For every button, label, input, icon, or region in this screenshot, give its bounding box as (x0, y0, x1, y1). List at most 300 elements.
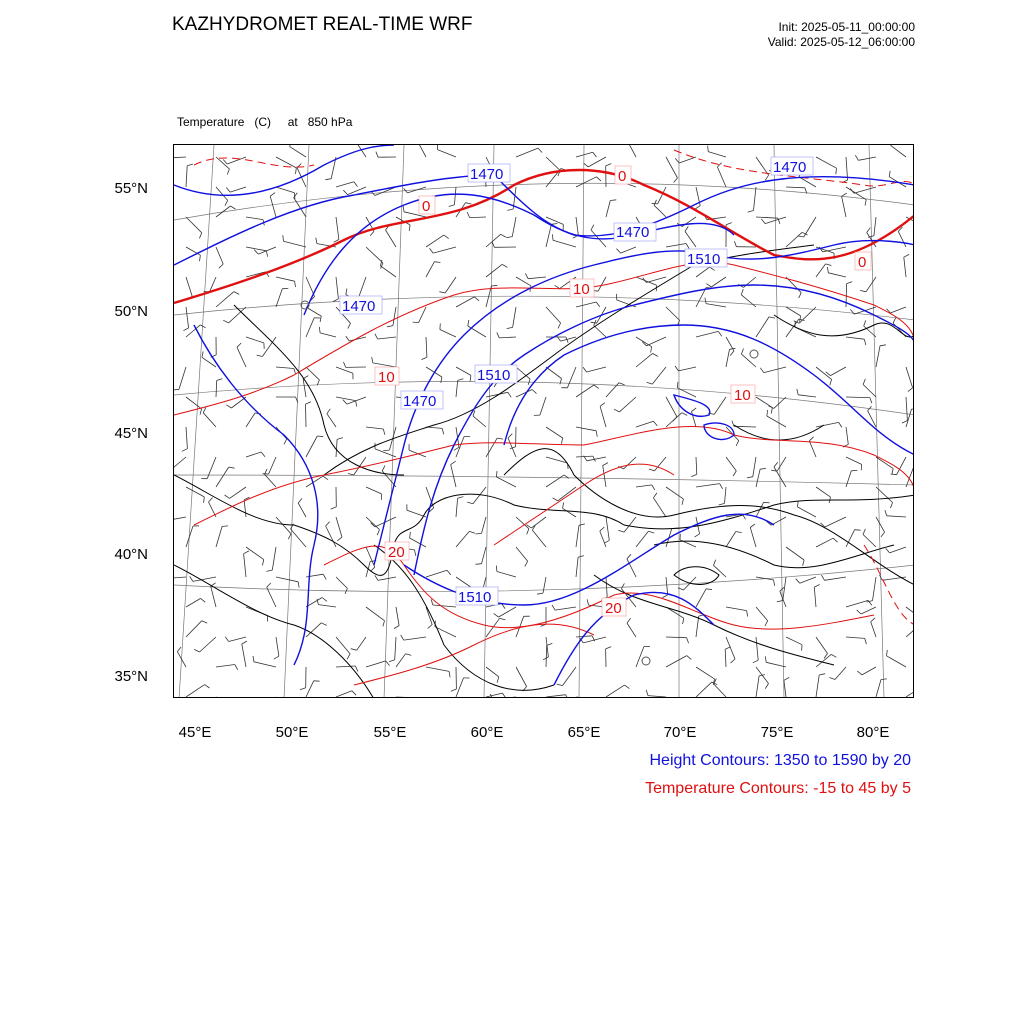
wind-barb-flag (229, 467, 235, 468)
wind-barb-flag (507, 327, 513, 328)
wind-barb (230, 187, 246, 192)
wind-barb-flag (382, 466, 385, 471)
wind-barb-flag (497, 677, 499, 683)
wind-barb (846, 697, 859, 698)
wind-barb-flag (525, 561, 528, 566)
wind-barb (486, 693, 502, 697)
wind-barb-flag (348, 474, 354, 475)
wind-barb-flag (583, 367, 587, 372)
wind-barb (276, 697, 289, 698)
wind-barb-flag (683, 618, 684, 624)
wind-barb-flag (706, 284, 711, 287)
wind-barb-flag (266, 251, 267, 257)
wind-barb (846, 337, 864, 339)
wind-barb-flag (200, 409, 202, 415)
wind-barb (468, 326, 486, 337)
wind-barb-flag (860, 290, 866, 291)
wind-barb (456, 531, 469, 547)
wind-barb-flag (454, 447, 459, 450)
wind-barb (753, 457, 756, 477)
wind-barb (482, 547, 487, 564)
wind-barb-flag (552, 605, 555, 610)
wind-barb-flag (376, 152, 378, 158)
wind-barb-flag (468, 320, 469, 326)
wind-barb (786, 637, 802, 645)
wind-barb (606, 201, 610, 218)
wind-barb (318, 605, 336, 607)
wind-barb-flag (695, 534, 700, 537)
wind-barb (711, 277, 726, 287)
wind-barb-flag (799, 293, 802, 298)
wind-barb (576, 557, 578, 577)
wind-barb (816, 487, 831, 497)
wind-barb (764, 367, 786, 373)
wind-barb-flag (741, 289, 743, 295)
wind-barb (587, 457, 606, 461)
wind-barb (756, 676, 759, 697)
wind-barb (486, 667, 499, 677)
wind-barb-flag (750, 524, 755, 528)
wind-barb-flag (904, 254, 909, 257)
wind-barb (284, 241, 307, 247)
wind-barb (786, 547, 804, 560)
wind-barb-flag (327, 409, 330, 414)
wind-barb (426, 235, 444, 247)
wind-barb-flag (867, 228, 871, 233)
wind-barb (336, 637, 350, 654)
wind-barb (497, 572, 516, 578)
wind-barb-flag (768, 406, 773, 409)
wind-barb (179, 367, 186, 390)
wind-barb (726, 349, 730, 367)
wind-barb (246, 697, 258, 698)
temp-label: 20 (388, 544, 405, 561)
lat-label-40: 40°N (114, 546, 148, 563)
wind-barb (211, 586, 216, 607)
wind-barb (336, 182, 354, 187)
wind-barb-flag (497, 438, 503, 439)
wind-barb-flag (649, 469, 655, 471)
wind-barb-flag (687, 638, 689, 644)
wind-barb (336, 277, 338, 299)
wind-barb-flag (863, 529, 865, 535)
wind-barb-flag (352, 691, 356, 695)
wind-barb-flag (458, 379, 464, 381)
wind-barb-flag (800, 316, 801, 322)
wind-barb-flag (677, 382, 678, 388)
wind-barb (666, 244, 686, 248)
wind-barb-flag (451, 461, 456, 464)
wind-barb-flag (257, 355, 263, 356)
wind-barb-flag (375, 334, 378, 339)
wind-barb-flag (591, 225, 594, 230)
wind-barb-flag (734, 241, 736, 247)
borders (174, 245, 914, 698)
wind-barb-flag (855, 530, 861, 531)
wind-barb (186, 166, 187, 187)
wind-barb-flag (618, 530, 624, 532)
wind-barb-flag (870, 398, 872, 404)
wind-barb (174, 577, 186, 578)
wind-barb-flag (223, 160, 227, 165)
wind-barb-flag (747, 477, 753, 478)
wind-barb (594, 326, 606, 338)
wind-barb-flag (496, 566, 497, 572)
wind-barb-flag (719, 503, 725, 505)
height-label: 1470 (773, 159, 807, 176)
wind-barb-flag (497, 332, 500, 338)
wind-barb (186, 598, 201, 607)
wind-barb (816, 675, 819, 697)
wind-barb (528, 277, 546, 279)
wind-barb (825, 517, 846, 527)
wind-barb-flag (244, 551, 249, 554)
wind-barb-flag (675, 158, 679, 163)
wind-barb-flag (467, 502, 473, 504)
wind-barb-flag (594, 385, 599, 388)
wind-barb-flag (351, 649, 357, 651)
wind-barb-flag (225, 495, 230, 498)
wind-barb (725, 487, 727, 503)
wind-barb (546, 645, 547, 667)
map-svg (174, 145, 914, 698)
lat-label-50: 50°N (114, 303, 148, 320)
wind-barb-flag (764, 502, 770, 503)
wind-barb (799, 307, 816, 323)
wind-barb-flag (902, 421, 907, 424)
height-label: 1510 (477, 367, 511, 384)
wind-barb (186, 307, 189, 328)
temperature-contours (174, 150, 914, 685)
wind-barb-flag (553, 234, 554, 240)
wind-barb (396, 697, 417, 698)
wind-barb (777, 457, 786, 471)
wind-barb (290, 147, 306, 157)
wind-barb (636, 337, 652, 347)
wind-barb (174, 457, 186, 469)
wind-barb (327, 414, 336, 427)
wind-barb (603, 466, 606, 487)
wind-barb-flag (507, 209, 513, 210)
wind-barb-flag (261, 452, 265, 457)
field-temperature: Temperature (C) at 850 hPa (177, 115, 353, 129)
wind-barb (336, 397, 356, 401)
wind-barb-flag (603, 463, 608, 466)
wind-barb (207, 457, 216, 479)
wind-barb (216, 697, 234, 698)
wind-barb-flag (890, 503, 892, 509)
wind-barb-flag (383, 621, 385, 627)
wind-barb (906, 367, 913, 388)
wind-barb-flag (230, 206, 235, 209)
height-label: 1470 (342, 298, 376, 315)
wind-barb-flag (675, 366, 678, 371)
temp-label: 0 (618, 168, 627, 185)
wind-barb-flag (449, 205, 455, 207)
wind-barb-flag (765, 621, 768, 626)
wind-barb (677, 388, 696, 397)
wind-barb (714, 684, 726, 697)
wind-barb-flag (730, 348, 736, 349)
wind-barb-flag (725, 647, 731, 650)
wind-barb-flag (317, 436, 323, 437)
wind-barb-flag (591, 322, 597, 323)
wind-barb (426, 262, 434, 277)
wind-barb-flag (692, 408, 697, 412)
wind-barb-flag (496, 471, 497, 477)
wind-barb (470, 217, 486, 218)
wind-barb-flag (814, 585, 819, 588)
wind-barb (750, 528, 756, 548)
wind-barb-flag (377, 530, 379, 536)
lon-label-70: 70°E (663, 724, 697, 741)
wind-barb-flag (651, 347, 652, 353)
map-panel (173, 144, 914, 698)
wind-barb (627, 145, 636, 157)
wind-barb (532, 530, 546, 547)
wind-barb-flag (508, 434, 512, 438)
wind-barb-flag (566, 695, 569, 698)
wind-barb (267, 587, 276, 607)
wind-barb (797, 507, 816, 517)
wind-barb (396, 654, 406, 667)
wind-barb-flag (387, 326, 393, 327)
wind-barb-flag (714, 560, 716, 566)
wind-barb (229, 637, 246, 642)
wind-barb (380, 266, 396, 277)
height-label: 1470 (470, 166, 504, 183)
wind-barb-flag (242, 641, 247, 644)
wind-barb (186, 621, 202, 637)
wind-barb-flag (822, 575, 825, 580)
wind-barb (646, 277, 666, 283)
wind-barb-flag (217, 379, 223, 381)
lon-label-50: 50°E (275, 724, 309, 741)
wind-barb-flag (864, 320, 866, 326)
wind-barb (835, 667, 846, 680)
wind-barb (456, 498, 458, 517)
wind-barb (606, 517, 609, 540)
height-contour-legend: Height Contours: 1350 to 1590 by 20 (649, 752, 911, 769)
wind-barb-flag (194, 649, 199, 652)
wind-barb (898, 231, 906, 247)
wind-barb-flag (892, 469, 893, 475)
wind-barb (244, 554, 246, 577)
wind-barb (652, 367, 666, 384)
wind-barb (246, 247, 266, 251)
wind-barb (809, 441, 816, 457)
wind-barb (276, 517, 291, 534)
wind-barb-flag (234, 292, 239, 295)
wind-barb (708, 152, 726, 157)
height-contours (174, 145, 914, 685)
wind-barb-flag (732, 421, 734, 427)
wind-barb (242, 644, 246, 667)
wind-barb-flag (736, 532, 742, 533)
wind-barb-flag (262, 560, 263, 566)
wind-barb-flag (731, 659, 735, 663)
wind-barb (426, 570, 447, 577)
wind-barb-flag (596, 431, 597, 437)
lon-label-65: 65°E (567, 724, 601, 741)
wind-barb (696, 457, 697, 474)
wind-barb-flag (222, 526, 228, 527)
wind-barb-flag (383, 429, 385, 435)
wind-barb (193, 577, 216, 581)
wind-barb (598, 277, 606, 291)
wind-barb (395, 637, 396, 660)
wind-barb (306, 476, 323, 487)
wind-barb-flag (908, 388, 913, 392)
wind-barb-flag (298, 498, 302, 503)
wind-barb-flag (441, 377, 442, 383)
wind-barb-flag (356, 401, 357, 407)
wind-barb-flag (662, 595, 667, 598)
wind-barb (576, 697, 599, 698)
wind-barb (498, 607, 516, 617)
wind-barb (798, 395, 816, 397)
wind-barb (619, 397, 636, 412)
wind-barb (426, 667, 449, 671)
wind-barb-flag (674, 178, 678, 183)
wind-barb (717, 167, 726, 187)
wind-barb-flag (857, 671, 862, 675)
wind-barb (516, 667, 527, 687)
wind-barb-flag (627, 618, 631, 623)
wind-barb (741, 354, 756, 367)
wind-barb (306, 307, 321, 316)
wind-barb (298, 503, 306, 517)
lat-label-45: 45°N (114, 425, 148, 442)
wind-barb-flag (375, 575, 378, 580)
wind-barb (546, 475, 564, 487)
wind-barb (854, 187, 876, 193)
wind-barb-flag (831, 654, 836, 657)
wind-barb (269, 457, 276, 474)
wind-barb (419, 307, 426, 323)
wind-barb (696, 267, 710, 277)
wind-barb-flag (296, 168, 297, 174)
wind-barb-flag (470, 375, 471, 381)
wind-barb (816, 538, 833, 547)
wind-barb (678, 367, 696, 371)
wind-barb-flag (720, 484, 723, 489)
wind-barb (227, 157, 246, 164)
wind-barb-flag (708, 146, 709, 152)
wind-barb (876, 680, 881, 698)
wind-barb-flag (761, 219, 765, 224)
wind-barb (473, 416, 486, 427)
wind-barb-flag (826, 264, 832, 266)
wind-barb (336, 666, 355, 667)
wind-barb (816, 637, 828, 654)
wind-barb-flag (449, 671, 450, 677)
wind-barb-flag (627, 554, 631, 559)
wind-barb-flag (343, 190, 347, 194)
wind-barb-flag (474, 297, 479, 301)
wind-barb (679, 157, 696, 163)
wind-barb-flag (797, 389, 798, 395)
wind-barb (366, 247, 383, 263)
wind-barb-flag (765, 656, 766, 662)
wind-barb-flag (386, 661, 390, 666)
wind-barb (692, 412, 697, 428)
wind-barb (378, 337, 396, 339)
wind-barb-flag (226, 405, 231, 408)
wind-barb-flag (753, 660, 758, 663)
wind-barb (276, 637, 279, 656)
wind-barb (654, 205, 666, 217)
wind-barb-flag (600, 527, 605, 531)
wind-barb (216, 526, 222, 547)
height-label: 1470 (403, 393, 437, 410)
wind-barb (486, 264, 502, 277)
wind-barb (874, 217, 876, 236)
temp-label: 20 (605, 600, 622, 617)
wind-barb (366, 427, 383, 429)
wind-barb-flag (439, 292, 445, 293)
temp-label: 10 (734, 387, 751, 404)
height-label: 1470 (616, 224, 650, 241)
wind-barb (696, 667, 715, 679)
wind-barb-flag (865, 638, 867, 644)
lon-label-80: 80°E (856, 724, 890, 741)
wind-barb (866, 277, 876, 292)
wind-barb-flag (322, 598, 327, 602)
wind-barb (216, 665, 235, 668)
wind-barb (696, 616, 699, 637)
wind-barb-flag (270, 193, 275, 197)
wind-barb-flag (284, 439, 287, 444)
temp-label: 10 (378, 369, 395, 386)
wind-barb (216, 206, 230, 217)
wind-barb (621, 247, 636, 253)
wind-barb-flag (209, 498, 213, 502)
wind-barb (396, 607, 399, 626)
wind-barb (451, 465, 456, 487)
wind-barb (636, 697, 647, 698)
wind-barb-flag (748, 211, 754, 213)
wind-barb (647, 337, 667, 346)
wind-barb-flag (389, 660, 395, 662)
wind-barb-flag (579, 524, 585, 525)
graticule (174, 145, 914, 698)
wind-barb-flag (219, 264, 223, 268)
wind-barb-flag (705, 298, 706, 304)
wind-barb (706, 304, 726, 307)
wind-barb (887, 656, 907, 667)
wind-barb (726, 532, 736, 548)
wind-barb-flag (880, 345, 886, 346)
wind-barb (871, 622, 876, 637)
wind-barb (726, 457, 736, 471)
wind-barb (496, 477, 516, 487)
wind-barb-flag (372, 357, 373, 363)
wind-barb-flag (625, 685, 630, 689)
wind-barb-flag (718, 331, 722, 336)
wind-barb-flag (597, 177, 601, 181)
wind-barb-flag (558, 323, 561, 328)
wind-barb-flag (383, 450, 389, 451)
wind-barb (576, 302, 596, 307)
temp-label: 0 (422, 198, 431, 215)
wind-barb-flag (774, 462, 778, 467)
wind-barb (863, 535, 876, 548)
wind-barb (306, 574, 323, 577)
wind-barb-flag (796, 579, 800, 584)
wind-barb (696, 682, 712, 697)
wind-barb (636, 277, 656, 285)
